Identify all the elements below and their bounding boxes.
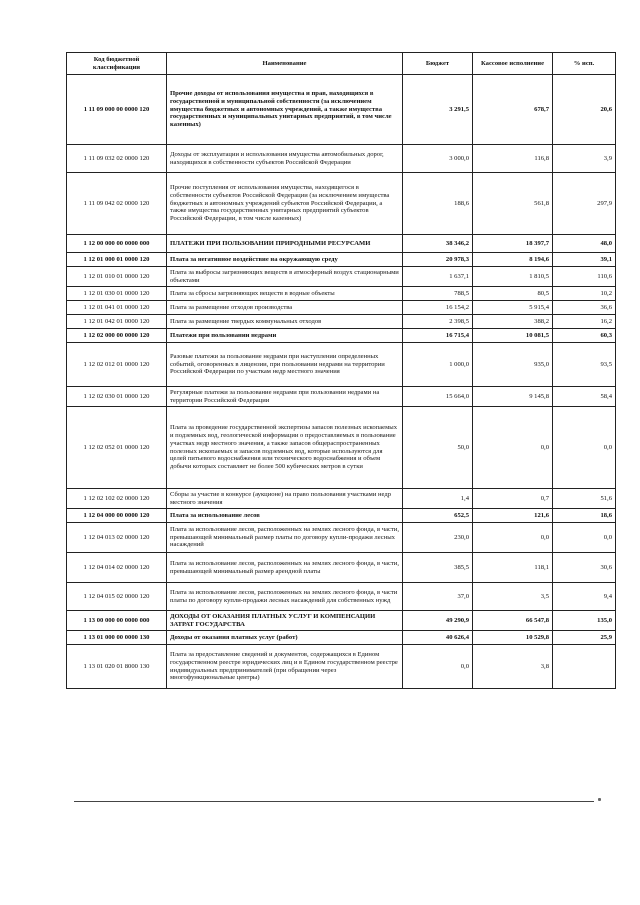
row-code: 1 12 00 000 00 0000 000 bbox=[67, 235, 167, 253]
row-pct: 30,6 bbox=[553, 553, 616, 583]
row-pct: 25,9 bbox=[553, 631, 616, 645]
row-budget: 188,6 bbox=[403, 173, 473, 235]
table-header-row bbox=[67, 53, 616, 75]
row-budget: 2 398,5 bbox=[403, 315, 473, 329]
row-pct: 0,0 bbox=[553, 407, 616, 489]
row-name: Плата за использование лесов, расположенных на землях лесного фонда, в части платы по договору купли-продажи лесных насаждений для собственных нужд bbox=[167, 583, 403, 611]
table-row bbox=[67, 301, 616, 315]
table-row bbox=[67, 75, 616, 145]
row-name: Плата за использование лесов bbox=[167, 509, 403, 523]
row-pct: 36,6 bbox=[553, 301, 616, 315]
row-name: Плата за предоставление сведений и документов, содержащихся в Едином государственном реестре юридических лиц и в Едином государственном реестре индивидуальных предпринимателей (при обращении через многофункциональные центры) bbox=[167, 645, 403, 689]
row-pct: 93,5 bbox=[553, 343, 616, 387]
table-row bbox=[67, 253, 616, 267]
row-name: Регулярные платежи за пользование недрами при пользовании недрами на территории Российской Федерации bbox=[167, 387, 403, 407]
row-code: 1 13 01 020 01 8000 130 bbox=[67, 645, 167, 689]
row-budget: 230,0 bbox=[403, 523, 473, 553]
row-code: 1 12 04 013 02 0000 120 bbox=[67, 523, 167, 553]
row-code: 1 12 01 041 01 0000 120 bbox=[67, 301, 167, 315]
header-cash: Кассовое исполнение bbox=[473, 53, 553, 75]
row-budget: 16 154,2 bbox=[403, 301, 473, 315]
bottom-divider bbox=[74, 801, 594, 802]
table-row bbox=[67, 387, 616, 407]
row-code: 1 12 02 102 02 0000 120 bbox=[67, 489, 167, 509]
table-row bbox=[67, 145, 616, 173]
row-pct: 48,0 bbox=[553, 235, 616, 253]
row-budget: 49 290,9 bbox=[403, 611, 473, 631]
row-code: 1 12 02 052 01 0000 120 bbox=[67, 407, 167, 489]
row-budget: 16 715,4 bbox=[403, 329, 473, 343]
row-cash: 8 194,6 bbox=[473, 253, 553, 267]
row-pct: 9,4 bbox=[553, 583, 616, 611]
table-row bbox=[67, 611, 616, 631]
table-row bbox=[67, 315, 616, 329]
row-cash: 0,0 bbox=[473, 523, 553, 553]
row-pct: 18,6 bbox=[553, 509, 616, 523]
table-row bbox=[67, 407, 616, 489]
table-row bbox=[67, 583, 616, 611]
row-budget: 1 637,1 bbox=[403, 267, 473, 287]
budget-table bbox=[66, 52, 616, 689]
header-name: Наименование bbox=[167, 53, 403, 75]
table-row bbox=[67, 343, 616, 387]
table-row bbox=[67, 645, 616, 689]
row-cash: 9 145,8 bbox=[473, 387, 553, 407]
row-cash: 3,8 bbox=[473, 645, 553, 689]
row-cash: 935,0 bbox=[473, 343, 553, 387]
row-pct: 51,6 bbox=[553, 489, 616, 509]
table-row bbox=[67, 489, 616, 509]
scan-mark bbox=[598, 798, 601, 801]
row-cash: 66 547,8 bbox=[473, 611, 553, 631]
row-pct: 58,4 bbox=[553, 387, 616, 407]
row-code: 1 12 04 014 02 0000 120 bbox=[67, 553, 167, 583]
row-name: Плата за использование лесов, расположенных на землях лесного фонда, в части, превышающей минимальный размер платы по договору купли-продажи лесных насаждений bbox=[167, 523, 403, 553]
row-code: 1 13 01 000 00 0000 130 bbox=[67, 631, 167, 645]
row-name: Плата за размещение твердых коммунальных отходов bbox=[167, 315, 403, 329]
row-budget: 1,4 bbox=[403, 489, 473, 509]
row-budget: 3 000,0 bbox=[403, 145, 473, 173]
row-cash: 0,7 bbox=[473, 489, 553, 509]
row-budget: 38 346,2 bbox=[403, 235, 473, 253]
row-budget: 788,5 bbox=[403, 287, 473, 301]
row-cash: 388,2 bbox=[473, 315, 553, 329]
table-row bbox=[67, 235, 616, 253]
row-code: 1 12 01 030 01 0000 120 bbox=[67, 287, 167, 301]
row-name: Прочие доходы от использования имущества и прав, находящихся в государственной и муниципальной собственности (за исключением имущества бюджетных и автономных учреждений, а также имущества государственных и муниципальных унитарных предприятий, в том числе казенных) bbox=[167, 75, 403, 145]
row-name: Плата за негативное воздействие на окружающую среду bbox=[167, 253, 403, 267]
row-name: Плата за использование лесов, расположенных на землях лесного фонда, в части, превышающей минимальный размер арендной платы bbox=[167, 553, 403, 583]
row-name: Доходы от эксплуатации и использования имущества автомобильных дорог, находящихся в собственности субъектов Российской Федерации bbox=[167, 145, 403, 173]
row-cash: 116,8 bbox=[473, 145, 553, 173]
row-cash: 561,8 bbox=[473, 173, 553, 235]
row-code: 1 12 01 010 01 0000 120 bbox=[67, 267, 167, 287]
row-name: Сборы за участие в конкурсе (аукционе) на право пользования участками недр местного значения bbox=[167, 489, 403, 509]
row-name: Платежи при пользовании недрами bbox=[167, 329, 403, 343]
row-pct: 39,1 bbox=[553, 253, 616, 267]
table-body bbox=[67, 75, 616, 689]
row-pct: 110,6 bbox=[553, 267, 616, 287]
row-name: Плата за проведение государственной экспертизы запасов полезных ископаемых и подземных вод, геологической информации о предоставляемых в пользование участках недр местного значения, а также запасов общераспространенных полезных ископаемых и запасов подземных вод, которые используются для целей питьевого водоснабжения или технического водоснабжения и объем добычи которых составляет не более 500 кубических метров в сутки bbox=[167, 407, 403, 489]
row-pct: 60,3 bbox=[553, 329, 616, 343]
row-name: Прочие поступления от использования имущества, находящегося в собственности субъектов Российской Федерации (за исключением имущества бюджетных и автономных учреждений субъектов Российской Федерации, а также имущества государственных унитарных предприятий субъектов Российской Федерации, в том числе казенных) bbox=[167, 173, 403, 235]
row-budget: 3 291,5 bbox=[403, 75, 473, 145]
header-budget: Бюджет bbox=[403, 53, 473, 75]
row-name: Разовые платежи за пользование недрами при наступлении определенных событий, оговоренных в лицензии, при пользовании недрами на территории Российской Федерации по участкам недр местного значения bbox=[167, 343, 403, 387]
header-code: Код бюджетной классификации bbox=[67, 53, 167, 75]
row-code: 1 12 02 000 00 0000 120 bbox=[67, 329, 167, 343]
row-budget: 50,0 bbox=[403, 407, 473, 489]
report-page bbox=[66, 52, 615, 689]
row-budget: 652,5 bbox=[403, 509, 473, 523]
row-budget: 37,0 bbox=[403, 583, 473, 611]
row-code: 1 13 00 000 00 0000 000 bbox=[67, 611, 167, 631]
table-row bbox=[67, 509, 616, 523]
row-cash: 0,0 bbox=[473, 407, 553, 489]
table-row bbox=[67, 267, 616, 287]
row-code: 1 11 09 042 02 0000 120 bbox=[67, 173, 167, 235]
header-pct: % исп. bbox=[553, 53, 616, 75]
row-cash: 10 081,5 bbox=[473, 329, 553, 343]
row-pct: 297,9 bbox=[553, 173, 616, 235]
table-row bbox=[67, 553, 616, 583]
row-cash: 10 529,8 bbox=[473, 631, 553, 645]
row-name: Плата за выбросы загрязняющих веществ в атмосферный воздух стационарными объектами bbox=[167, 267, 403, 287]
row-pct bbox=[553, 645, 616, 689]
row-code: 1 12 02 030 01 0000 120 bbox=[67, 387, 167, 407]
row-cash: 5 915,4 bbox=[473, 301, 553, 315]
row-cash: 1 810,5 bbox=[473, 267, 553, 287]
row-pct: 135,0 bbox=[553, 611, 616, 631]
row-cash: 121,6 bbox=[473, 509, 553, 523]
row-code: 1 12 02 012 01 0000 120 bbox=[67, 343, 167, 387]
row-cash: 18 397,7 bbox=[473, 235, 553, 253]
row-code: 1 11 09 000 00 0000 120 bbox=[67, 75, 167, 145]
row-code: 1 12 01 042 01 0000 120 bbox=[67, 315, 167, 329]
table-row bbox=[67, 173, 616, 235]
row-name: Доходы от оказания платных услуг (работ) bbox=[167, 631, 403, 645]
row-pct: 16,2 bbox=[553, 315, 616, 329]
table-row bbox=[67, 523, 616, 553]
row-pct: 20,6 bbox=[553, 75, 616, 145]
row-code: 1 12 04 000 00 0000 120 bbox=[67, 509, 167, 523]
row-name: Плата за сбросы загрязняющих веществ в водные объекты bbox=[167, 287, 403, 301]
row-budget: 1 000,0 bbox=[403, 343, 473, 387]
row-pct: 10,2 bbox=[553, 287, 616, 301]
row-code: 1 12 04 015 02 0000 120 bbox=[67, 583, 167, 611]
row-cash: 678,7 bbox=[473, 75, 553, 145]
row-name: ПЛАТЕЖИ ПРИ ПОЛЬЗОВАНИИ ПРИРОДНЫМИ РЕСУРСАМИ bbox=[167, 235, 403, 253]
row-budget: 15 664,0 bbox=[403, 387, 473, 407]
row-name: ДОХОДЫ ОТ ОКАЗАНИЯ ПЛАТНЫХ УСЛУГ И КОМПЕНСАЦИИ ЗАТРАТ ГОСУДАРСТВА bbox=[167, 611, 403, 631]
row-budget: 40 626,4 bbox=[403, 631, 473, 645]
row-pct: 0,0 bbox=[553, 523, 616, 553]
table-row bbox=[67, 329, 616, 343]
row-cash: 80,5 bbox=[473, 287, 553, 301]
table-row bbox=[67, 287, 616, 301]
table-row bbox=[67, 631, 616, 645]
row-pct: 3,9 bbox=[553, 145, 616, 173]
row-code: 1 11 09 032 02 0000 120 bbox=[67, 145, 167, 173]
row-cash: 3,5 bbox=[473, 583, 553, 611]
row-name: Плата за размещение отходов производства bbox=[167, 301, 403, 315]
row-budget: 385,5 bbox=[403, 553, 473, 583]
row-budget: 20 978,3 bbox=[403, 253, 473, 267]
row-cash: 118,1 bbox=[473, 553, 553, 583]
row-code: 1 12 01 000 01 0000 120 bbox=[67, 253, 167, 267]
row-budget: 0,0 bbox=[403, 645, 473, 689]
